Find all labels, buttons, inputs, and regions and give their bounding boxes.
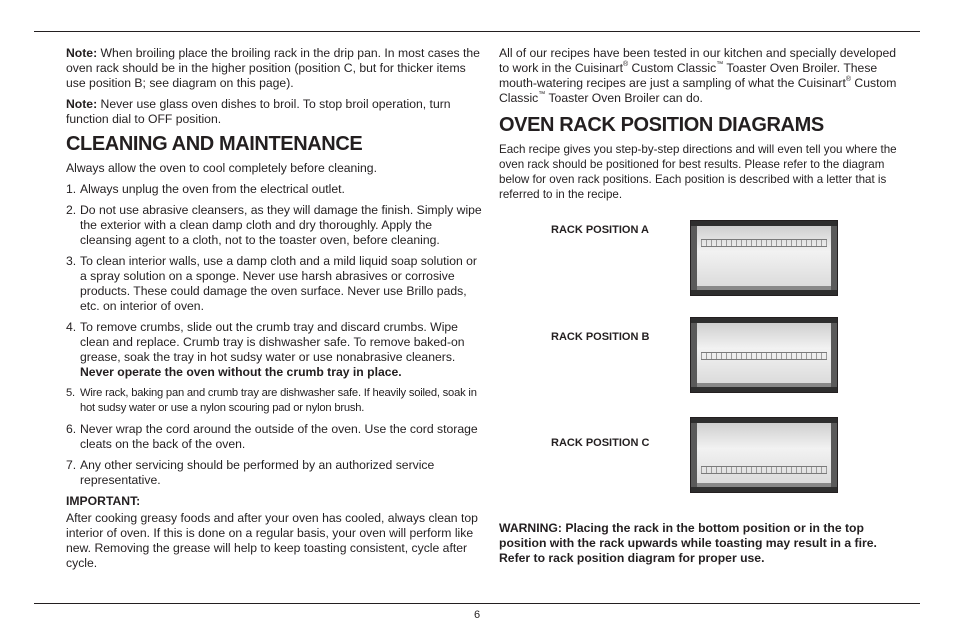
cleaning-steps bbox=[66, 182, 484, 488]
oven-wall bbox=[831, 226, 837, 290]
rack-diagrams-heading: OVEN RACK POSITION DIAGRAMS bbox=[499, 114, 824, 136]
oven-wall bbox=[831, 423, 837, 487]
step-text: To remove crumbs, slide out the crumb tray and discard crumbs. Wipe clean and replace. Crumb tray is dishwasher safe. To remove baked-on grease, soak the tray in hot sudsy water or use nonabrasive cleaners. bbox=[80, 320, 465, 364]
step-number: 4. bbox=[66, 320, 77, 334]
note-text: Never use glass oven dishes to broil. To stop broil operation, turn function dial to OFF position. bbox=[66, 97, 451, 126]
trademark-mark: ™ bbox=[538, 90, 546, 98]
oven-interior bbox=[697, 226, 831, 290]
oven-wall bbox=[691, 423, 697, 487]
rack-position-a bbox=[551, 220, 841, 296]
note-label: Note: bbox=[66, 97, 98, 111]
step-item bbox=[66, 320, 484, 380]
rack-position-b bbox=[551, 317, 841, 393]
step-text: Never wrap the cord around the outside of the oven. Use the cord storage cleats on the back of the oven. bbox=[80, 422, 478, 451]
oven-rack bbox=[701, 352, 827, 360]
important-text: After cooking greasy foods and after your oven has cooled, always clean top interior of oven. If this is done on a regular basis, your oven will perform like new. Removing the grease will help to keep toasting consistent, cycle after cycle. bbox=[66, 511, 478, 570]
note-label: Note: bbox=[66, 46, 98, 60]
important-label-text: IMPORTANT: bbox=[66, 494, 141, 508]
intro-text: Custom Classic bbox=[499, 76, 897, 105]
step-text: To clean interior walls, use a damp cloth and a mild liquid soap solution or a spray solution on a sponge. Never use harsh abrasives or corrosive products. These could damage the oven surface. Never use Brillo pads, etc. on interior of oven. bbox=[80, 254, 477, 313]
step-number: 1. bbox=[66, 182, 77, 196]
step-item bbox=[66, 203, 484, 248]
oven-rack bbox=[701, 239, 827, 247]
recipes-intro bbox=[499, 46, 899, 106]
top-rule bbox=[34, 31, 920, 32]
oven-wall bbox=[691, 226, 697, 290]
note-text: When broiling place the broiling rack in the drip pan. In most cases the oven rack should be in the higher position (position C, but for thicker items use position B; see diagram on this page). bbox=[66, 46, 480, 90]
step-text: Do not use abrasive cleansers, as they will damage the finish. Simply wipe the exterior with a clean damp cloth and dry thoroughly. Apply the cleansing agent to a cloth, not to the toaster oven, before cleaning. bbox=[80, 203, 482, 247]
step-item bbox=[66, 386, 484, 416]
note-broiling bbox=[66, 46, 484, 91]
step-item bbox=[66, 182, 484, 197]
registered-mark: ® bbox=[845, 75, 852, 83]
oven-diagram-b bbox=[690, 317, 838, 393]
oven-wall bbox=[691, 323, 697, 387]
step-text: Always unplug the oven from the electrical outlet. bbox=[80, 182, 345, 196]
registered-mark: ® bbox=[622, 60, 629, 68]
step-text: Wire rack, baking pan and crumb tray are dishwasher safe. If heavily soiled, soak in hot sudsy water or use a nylon scouring pad or nylon brush. bbox=[80, 387, 477, 414]
rack-position-c bbox=[551, 417, 841, 493]
step-number: 5. bbox=[66, 387, 75, 399]
oven-rack bbox=[701, 466, 827, 474]
oven-diagram-a bbox=[690, 220, 838, 296]
oven-floor bbox=[697, 483, 831, 487]
step-warning-bold: Never operate the oven without the crumb tray in place. bbox=[80, 365, 402, 379]
step-number: 2. bbox=[66, 203, 77, 217]
cleaning-heading: CLEANING AND MAINTENANCE bbox=[66, 133, 363, 155]
rack-label: RACK POSITION A bbox=[551, 224, 649, 236]
step-item bbox=[66, 458, 484, 488]
rack-warning: WARNING: Placing the rack in the bottom position or in the top position with the rack upwards while toasting may result in a fire. Refer to rack position diagram for proper use. bbox=[499, 521, 877, 565]
step-item bbox=[66, 254, 484, 314]
note-glass-dishes bbox=[66, 97, 484, 127]
right-column bbox=[499, 46, 899, 208]
cleaning-intro: Always allow the oven to cool completely before cleaning. bbox=[66, 161, 377, 175]
oven-floor bbox=[697, 286, 831, 290]
intro-text: Toaster Oven Broiler. These mouth-watering recipes are just a sampling of what the Cuisinart bbox=[499, 61, 878, 90]
page-number: 6 bbox=[473, 609, 481, 621]
rack-diagrams-description: Each recipe gives you step-by-step directions and will even tell you where the oven rack should be positioned for best results. Please refer to the diagram below for oven rack positions. Each position is described with a letter that is referred to in the recipe. bbox=[499, 143, 897, 201]
left-column bbox=[66, 46, 484, 577]
step-number: 3. bbox=[66, 254, 77, 268]
oven-diagram-c bbox=[690, 417, 838, 493]
step-number: 6. bbox=[66, 422, 77, 436]
trademark-mark: ™ bbox=[716, 60, 724, 68]
rack-label: RACK POSITION B bbox=[551, 331, 650, 343]
step-number: 7. bbox=[66, 458, 77, 472]
important-label bbox=[66, 494, 484, 509]
intro-text: All of our recipes have been tested in our kitchen and specially developed to work in the Cuisinart bbox=[499, 46, 897, 75]
oven-wall bbox=[831, 323, 837, 387]
rack-label: RACK POSITION C bbox=[551, 437, 650, 449]
step-item bbox=[66, 422, 484, 452]
intro-text: Toaster Oven Broiler can do. bbox=[545, 91, 703, 105]
intro-text: Custom Classic bbox=[628, 61, 717, 75]
oven-interior bbox=[697, 423, 831, 487]
bottom-rule bbox=[34, 603, 920, 604]
oven-floor bbox=[697, 383, 831, 387]
step-text: Any other servicing should be performed by an authorized service representative. bbox=[80, 458, 435, 487]
